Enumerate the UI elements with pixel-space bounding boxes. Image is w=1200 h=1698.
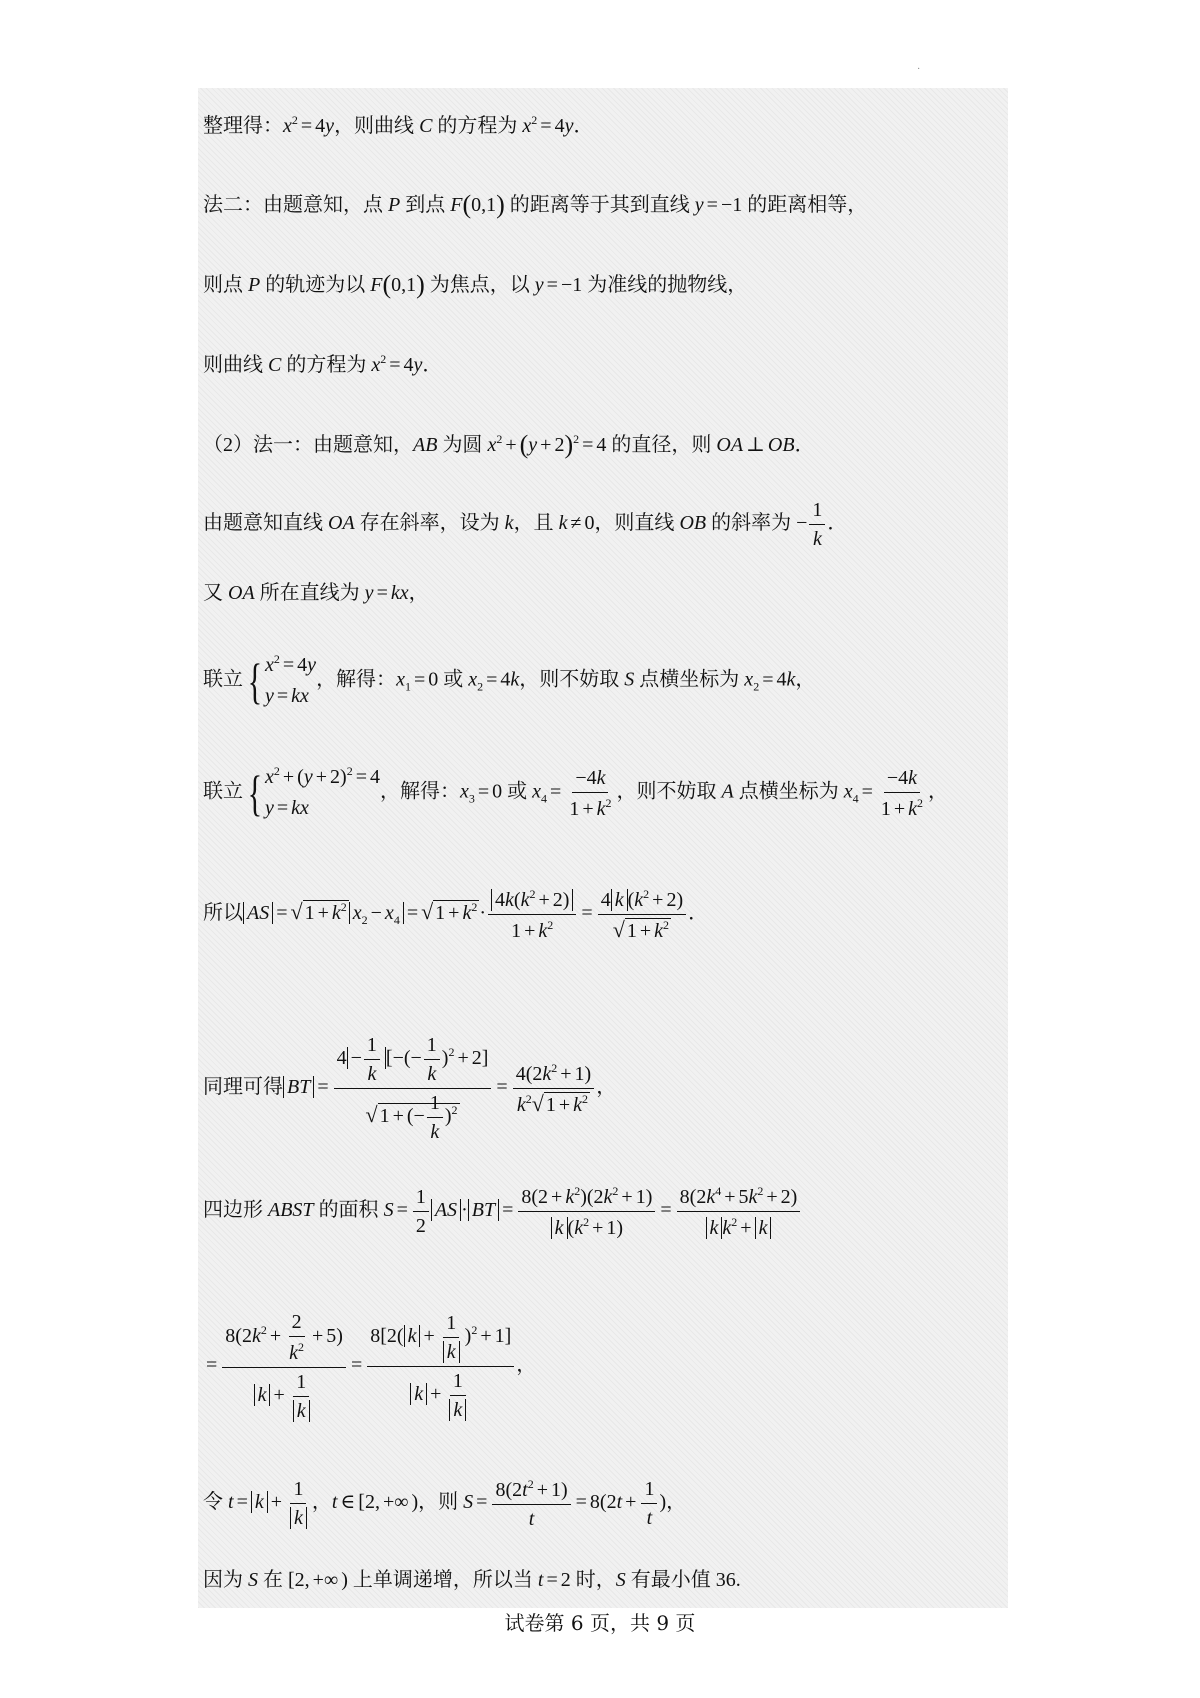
- line-13: = $8(2k^2$ + $\frac{2}{k^2}$ + 5) k + $\frac{1}{k}$ = 8[2( k + $\frac{1}{k}$ )$^2$ + 1] k + $\frac{1}{k}$ ，: [206, 1311, 537, 1422]
- scan-speck: ·: [917, 64, 921, 75]
- line-12: 四边形 ABST 的面积 S = $\frac{1}{2}$ AS · BT = $\frac{8(2 + k^2)(2k^2 + 1)}{k (k^2 + 1)}$ = $\frac{8(2k^4 + 5k^2 + 2)}{k k^2 + k}$: [203, 1185, 802, 1238]
- line-5: （2）法一：由题意知，AB 为圆 $x^2 + (y + 2)^2 = 4$ 的直径，则 OA ⊥ OB．: [203, 430, 815, 459]
- line-3: 则点 P 的轨迹为以 F(0,1) 为焦点，以 y = −1 为准线的抛物线，: [203, 270, 748, 299]
- line-11: 同理可得 BT = 4 − $\frac{1}{k}$ [−(− $\frac{1}{k}$ )$^2$ + 2] √ 1 + (− $\frac{1}{k}$ )$^2$ = $\frac{4(2k^2 + 1)}{k^2√ 1 + k^2}$ ，: [203, 1034, 617, 1143]
- line-10: 所以 AS = √ $1 + k^2$ $x_2 - x_4$ = √ $1 + k^2$ · $\frac{4k(k^2 + 2)}{1 + k^2}$ = $\frac{4 k (k^2 + 2)}{√ 1 + k^2}$ ．: [203, 887, 709, 942]
- line-7: 又 OA 所在直线为 y = kx，: [203, 582, 429, 604]
- line-9: 联立 { $x^2 + (y + 2)^2 = 4$ y = kx ，解得：$x_3 = 0$ 或 $x_4$ = $\frac{-4k}{1 + k^2}$ ，则不妨取 A 点横坐标为 $x_4$ = $\frac{-4k}{1 + k^2}$ ，: [203, 764, 949, 821]
- line-15: 因为 S 在 [2, +∞ ) 上单调递增，所以当 t = 2 时，S 有最小值 36.: [203, 1569, 741, 1591]
- line-14: 令 t = k + $\frac{1}{k}$ ，t ∈ [2, +∞ )，则 S = $\frac{8(2t^2 + 1)}{t}$ = 8(2t + $\frac{1}{t}$ )，: [203, 1477, 687, 1530]
- page-footer: 试卷第 6 页，共 9 页: [504, 1611, 696, 1635]
- line-8: 联立 { $x^2 = 4y$ y = kx ，解得：$x_1 = 0$ 或 $x_2 = 4k$，则不妨取 S 点横坐标为 $x_2 = 4k$，: [203, 652, 816, 709]
- line-6: 由题意知直线 OA 存在斜率，设为 k，且 k ≠ 0，则直线 OB 的斜率为 − $\frac{1}{k}$ ．: [203, 499, 848, 550]
- line-2: 法二：由题意知，点 P 到点 F(0,1) 的距离等于其到直线 y = −1 的距离相等，: [203, 190, 868, 219]
- line-4: 则曲线 C 的方程为 $x^2 = 4y$．: [203, 352, 443, 376]
- line-1: 整理得：$x^2 = 4y$，则曲线 C 的方程为 $x^2 = 4y$．: [203, 113, 594, 137]
